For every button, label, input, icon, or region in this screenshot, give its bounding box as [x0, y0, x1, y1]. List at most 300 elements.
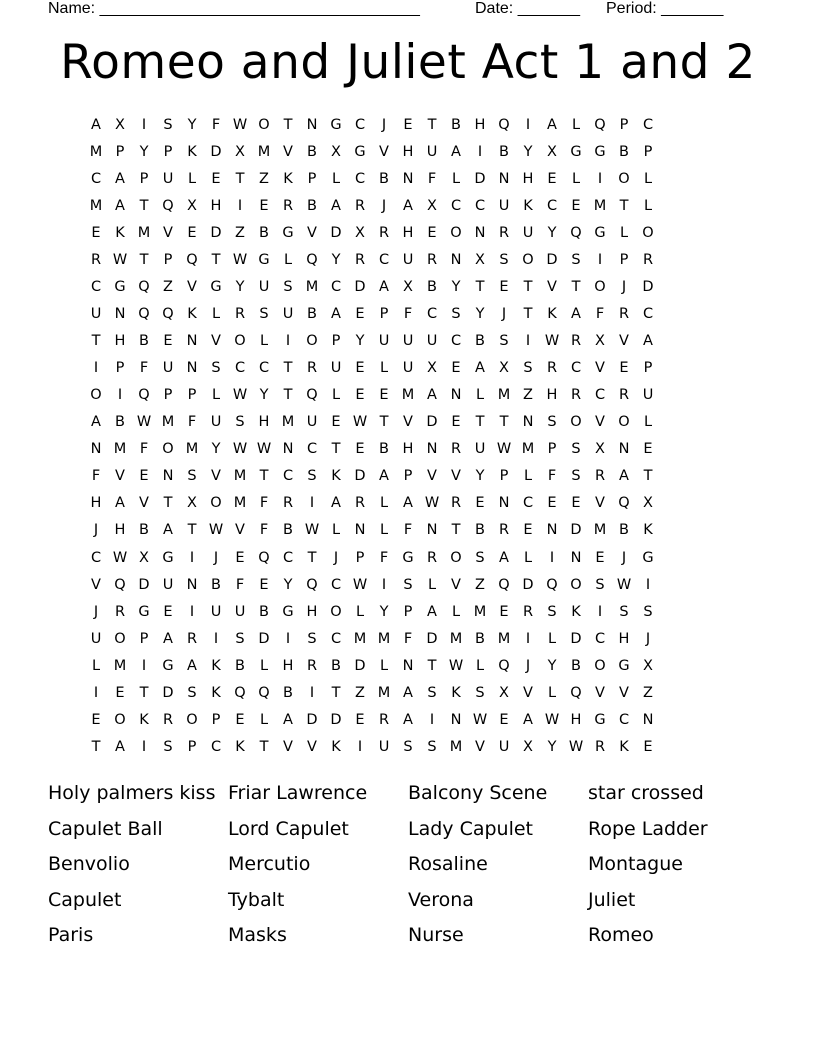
grid-letter: G: [354, 144, 366, 161]
grid-letter: R: [618, 387, 630, 404]
grid-letter: P: [499, 468, 509, 485]
grid-letter: B: [283, 522, 293, 539]
grid-row: [84, 734, 732, 761]
grid-letter: P: [379, 306, 389, 323]
grid-letter: W: [112, 252, 128, 269]
grid-letter: I: [141, 738, 147, 755]
date-field-label: Date: _______: [475, 0, 580, 17]
grid-letter: J: [381, 117, 387, 133]
grid-letter: E: [187, 225, 197, 242]
grid-letter: Y: [283, 576, 293, 593]
grid-letter: O: [90, 387, 102, 404]
grid-letter: H: [306, 603, 318, 620]
grid-letter: A: [547, 117, 557, 133]
grid-letter: W: [472, 711, 488, 728]
grid-letter: P: [643, 360, 653, 377]
grid-letter: R: [594, 468, 606, 485]
grid-letter: M: [233, 495, 247, 512]
grid-letter: V: [595, 684, 605, 701]
grid-letter: H: [282, 657, 294, 674]
grid-letter: E: [355, 360, 365, 377]
grid-letter: Z: [355, 684, 365, 701]
grid-letter: D: [522, 576, 534, 593]
grid-letter: L: [259, 333, 269, 350]
grid-letter: J: [621, 279, 627, 296]
grid-letter: P: [403, 603, 413, 620]
grid-letter: D: [210, 225, 222, 242]
grid-letter: Y: [475, 306, 485, 323]
grid-letter: U: [522, 225, 534, 242]
grid-letter: U: [330, 360, 342, 377]
grid-letter: Z: [523, 387, 533, 404]
grid-letter: D: [426, 630, 438, 647]
grid-letter: D: [306, 711, 318, 728]
grid-letter: Y: [187, 117, 197, 133]
grid-letter: W: [232, 441, 248, 458]
grid-letter: R: [282, 495, 294, 512]
grid-letter: F: [91, 468, 101, 485]
grid-letter: T: [259, 738, 269, 755]
grid-letter: A: [331, 495, 341, 512]
grid-letter: M: [377, 630, 391, 647]
grid-letter: S: [571, 468, 581, 485]
grid-letter: E: [91, 711, 101, 728]
grid-letter: M: [89, 198, 103, 215]
grid-letter: R: [282, 198, 294, 215]
grid-letter: N: [354, 522, 366, 539]
grid-row: [84, 220, 732, 247]
grid-letter: D: [330, 225, 342, 242]
grid-letter: P: [115, 360, 125, 377]
grid-letter: M: [161, 414, 175, 431]
grid-letter: C: [234, 360, 246, 377]
grid-letter: I: [357, 738, 363, 755]
grid-letter: U: [498, 198, 510, 215]
word-bank-item: Holy palmers kiss: [48, 782, 216, 804]
grid-letter: I: [189, 603, 195, 620]
grid-letter: K: [139, 711, 149, 728]
grid-letter: G: [594, 225, 606, 242]
grid-letter: M: [473, 603, 487, 620]
grid-letter: J: [645, 630, 651, 647]
grid-letter: T: [331, 684, 341, 701]
grid-letter: H: [522, 171, 534, 188]
grid-letter: K: [451, 684, 461, 701]
grid-letter: T: [475, 279, 485, 296]
grid-letter: M: [401, 387, 415, 404]
grid-letter: X: [115, 117, 125, 133]
grid-letter: B: [427, 279, 437, 296]
grid-letter: F: [403, 306, 413, 323]
grid-letter: E: [523, 522, 533, 539]
grid-letter: N: [498, 495, 510, 512]
grid-letter: R: [594, 738, 606, 755]
grid-letter: A: [115, 738, 125, 755]
grid-letter: L: [259, 711, 269, 728]
grid-row: [84, 463, 732, 490]
grid-letter: A: [115, 495, 125, 512]
grid-letter: F: [379, 549, 389, 566]
grid-letter: X: [499, 360, 509, 377]
grid-letter: E: [571, 495, 581, 512]
grid-letter: G: [138, 603, 150, 620]
grid-letter: W: [232, 252, 248, 269]
grid-letter: C: [618, 711, 630, 728]
grid-letter: T: [187, 522, 197, 539]
grid-letter: O: [618, 414, 630, 431]
word-bank-item: Friar Lawrence: [228, 782, 368, 804]
grid-letter: T: [331, 441, 341, 458]
grid-letter: C: [546, 198, 558, 215]
grid-letter: O: [330, 603, 342, 620]
grid-letter: E: [451, 414, 461, 431]
grid-letter: A: [331, 198, 341, 215]
grid-letter: M: [305, 279, 319, 296]
grid-letter: P: [355, 549, 365, 566]
grid-letter: D: [210, 144, 222, 161]
grid-letter: Y: [547, 738, 557, 755]
grid-letter: N: [402, 657, 414, 674]
grid-row: [84, 626, 732, 653]
grid-letter: R: [354, 495, 366, 512]
grid-letter: U: [402, 360, 414, 377]
grid-letter: Q: [138, 279, 150, 296]
grid-letter: K: [283, 171, 293, 188]
grid-letter: K: [211, 684, 221, 701]
grid-letter: O: [306, 333, 318, 350]
grid-letter: O: [450, 549, 462, 566]
grid-letter: Q: [498, 117, 510, 133]
grid-row: [84, 274, 732, 301]
grid-letter: E: [115, 684, 125, 701]
grid-letter: M: [281, 414, 295, 431]
grid-letter: P: [619, 252, 629, 269]
word-bank-item: star crossed: [588, 782, 704, 804]
grid-letter: L: [619, 225, 629, 242]
grid-letter: R: [306, 657, 318, 674]
grid-letter: X: [547, 144, 557, 161]
grid-letter: U: [210, 603, 222, 620]
grid-letter: S: [523, 360, 533, 377]
word-bank-item: Nurse: [408, 924, 464, 946]
word-bank-item: Rope Ladder: [588, 817, 708, 840]
grid-letter: Q: [570, 684, 582, 701]
grid-letter: L: [643, 198, 653, 215]
grid-letter: S: [475, 549, 485, 566]
grid-letter: D: [162, 684, 174, 701]
grid-letter: U: [402, 252, 414, 269]
grid-letter: O: [570, 414, 582, 431]
grid-letter: O: [234, 333, 246, 350]
grid-letter: S: [307, 630, 317, 647]
grid-letter: H: [210, 198, 222, 215]
grid-letter: W: [568, 738, 584, 755]
grid-letter: F: [403, 630, 413, 647]
word-bank: [48, 776, 768, 954]
grid-letter: X: [643, 495, 653, 512]
grid-letter: V: [595, 360, 605, 377]
grid-letter: O: [258, 117, 270, 133]
grid-letter: R: [426, 252, 438, 269]
grid-letter: B: [283, 684, 293, 701]
grid-letter: H: [618, 630, 630, 647]
grid-letter: L: [451, 171, 461, 188]
grid-letter: K: [115, 225, 125, 242]
grid-letter: J: [213, 549, 219, 566]
grid-letter: B: [235, 657, 245, 674]
grid-letter: I: [597, 171, 603, 188]
grid-letter: B: [379, 441, 389, 458]
grid-letter: W: [352, 414, 368, 431]
grid-letter: T: [619, 198, 629, 215]
grid-letter: N: [450, 711, 462, 728]
grid-letter: S: [163, 117, 173, 133]
grid-letter: R: [426, 549, 438, 566]
grid-letter: Y: [379, 603, 389, 620]
grid-letter: T: [379, 414, 389, 431]
grid-letter: S: [499, 252, 509, 269]
grid-letter: L: [475, 387, 485, 404]
grid-letter: I: [189, 549, 195, 566]
grid-letter: X: [499, 684, 509, 701]
grid-letter: A: [331, 306, 341, 323]
grid-letter: U: [306, 414, 318, 431]
grid-letter: U: [258, 279, 270, 296]
grid-letter: M: [233, 468, 247, 485]
grid-letter: E: [355, 441, 365, 458]
grid-letter: R: [378, 711, 390, 728]
grid-row: [84, 382, 732, 409]
grid-letter: O: [186, 711, 198, 728]
grid-letter: I: [597, 603, 603, 620]
grid-letter: N: [522, 414, 534, 431]
grid-letter: C: [450, 198, 462, 215]
grid-letter: J: [93, 603, 99, 620]
grid-letter: I: [525, 630, 531, 647]
grid-letter: T: [283, 117, 293, 133]
word-bank-item: Balcony Scene: [408, 782, 548, 804]
grid-letter: U: [162, 576, 174, 593]
grid-letter: M: [377, 684, 391, 701]
grid-letter: N: [618, 441, 630, 458]
grid-letter: Z: [163, 279, 173, 296]
letter-grid: [84, 112, 732, 761]
grid-letter: M: [137, 225, 151, 242]
grid-letter: S: [595, 576, 605, 593]
student-info-header: [48, 0, 738, 20]
grid-letter: V: [283, 738, 293, 755]
word-bank-item: Capulet: [48, 888, 122, 911]
grid-letter: V: [307, 225, 317, 242]
grid-letter: E: [235, 549, 245, 566]
grid-letter: M: [353, 630, 367, 647]
grid-letter: Y: [547, 225, 557, 242]
grid-letter: L: [643, 171, 653, 188]
grid-letter: D: [354, 468, 366, 485]
grid-letter: Q: [138, 387, 150, 404]
grid-letter: Q: [162, 306, 174, 323]
grid-letter: K: [571, 603, 581, 620]
grid-letter: V: [139, 495, 149, 512]
grid-row: [84, 653, 732, 680]
grid-letter: D: [642, 279, 654, 296]
period-field-label: Period: _______: [606, 0, 724, 17]
grid-letter: P: [163, 252, 173, 269]
grid-letter: Q: [306, 387, 318, 404]
grid-letter: P: [307, 171, 317, 188]
grid-letter: D: [570, 630, 582, 647]
grid-letter: V: [451, 576, 461, 593]
grid-letter: O: [114, 711, 126, 728]
grid-letter: R: [234, 306, 246, 323]
grid-letter: V: [595, 495, 605, 512]
grid-letter: E: [451, 360, 461, 377]
grid-letter: L: [475, 657, 485, 674]
grid-letter: Y: [331, 252, 341, 269]
grid-letter: H: [402, 144, 414, 161]
grid-letter: L: [331, 171, 341, 188]
grid-letter: N: [450, 387, 462, 404]
grid-letter: Q: [138, 306, 150, 323]
grid-letter: M: [593, 522, 607, 539]
grid-letter: P: [331, 333, 341, 350]
grid-letter: F: [595, 306, 605, 323]
grid-letter: M: [497, 630, 511, 647]
grid-letter: L: [427, 576, 437, 593]
grid-letter: V: [211, 333, 221, 350]
grid-letter: N: [306, 117, 318, 133]
grid-letter: P: [115, 144, 125, 161]
grid-letter: E: [331, 414, 341, 431]
grid-letter: A: [619, 468, 629, 485]
grid-letter: Q: [306, 576, 318, 593]
grid-letter: K: [235, 738, 245, 755]
grid-letter: P: [187, 738, 197, 755]
grid-letter: L: [211, 306, 221, 323]
grid-letter: V: [619, 333, 629, 350]
grid-letter: Y: [211, 441, 221, 458]
grid-row: [84, 409, 732, 436]
grid-letter: G: [594, 144, 606, 161]
grid-letter: K: [211, 657, 221, 674]
grid-letter: E: [547, 495, 557, 512]
grid-letter: S: [427, 738, 437, 755]
grid-row: [84, 139, 732, 166]
grid-letter: E: [499, 603, 509, 620]
grid-letter: K: [331, 738, 341, 755]
grid-letter: N: [570, 549, 582, 566]
grid-letter: J: [501, 306, 507, 323]
grid-letter: N: [282, 441, 294, 458]
grid-letter: D: [354, 279, 366, 296]
grid-letter: V: [595, 414, 605, 431]
grid-letter: F: [211, 117, 221, 133]
grid-letter: M: [113, 657, 127, 674]
grid-letter: S: [499, 333, 509, 350]
grid-letter: H: [114, 522, 126, 539]
grid-letter: R: [306, 360, 318, 377]
grid-letter: S: [403, 738, 413, 755]
grid-letter: H: [114, 333, 126, 350]
grid-letter: W: [448, 657, 464, 674]
grid-letter: A: [91, 117, 101, 133]
grid-letter: Q: [570, 225, 582, 242]
grid-letter: I: [597, 252, 603, 269]
grid-letter: T: [91, 738, 101, 755]
grid-row: [84, 193, 732, 220]
grid-letter: I: [213, 630, 219, 647]
grid-letter: M: [521, 441, 535, 458]
grid-letter: A: [187, 657, 197, 674]
grid-letter: F: [403, 522, 413, 539]
grid-letter: G: [258, 252, 270, 269]
grid-letter: E: [235, 711, 245, 728]
grid-letter: U: [90, 306, 102, 323]
grid-letter: E: [379, 387, 389, 404]
grid-row: [84, 599, 732, 626]
grid-letter: K: [523, 198, 533, 215]
grid-letter: E: [475, 495, 485, 512]
grid-letter: W: [256, 441, 272, 458]
grid-letter: R: [90, 252, 102, 269]
name-field-label: Name: ____________________________________: [48, 0, 420, 17]
grid-letter: V: [475, 738, 485, 755]
grid-letter: W: [616, 576, 632, 593]
grid-letter: C: [282, 549, 294, 566]
grid-letter: K: [187, 306, 197, 323]
grid-letter: N: [426, 441, 438, 458]
grid-letter: Y: [547, 657, 557, 674]
grid-letter: Q: [618, 495, 630, 512]
grid-letter: R: [570, 333, 582, 350]
grid-letter: O: [594, 279, 606, 296]
grid-letter: R: [498, 522, 510, 539]
grid-letter: B: [475, 630, 485, 647]
grid-letter: W: [424, 495, 440, 512]
grid-letter: J: [333, 549, 339, 566]
grid-letter: G: [282, 603, 294, 620]
grid-letter: B: [619, 144, 629, 161]
grid-row: [84, 355, 732, 382]
grid-letter: V: [403, 414, 413, 431]
grid-letter: B: [307, 144, 317, 161]
grid-letter: D: [138, 576, 150, 593]
grid-letter: A: [427, 387, 437, 404]
grid-letter: Z: [259, 171, 269, 188]
grid-letter: A: [283, 711, 293, 728]
grid-letter: Q: [186, 252, 198, 269]
grid-letter: A: [403, 495, 413, 512]
grid-row: [84, 112, 732, 139]
grid-letter: U: [402, 333, 414, 350]
grid-letter: T: [163, 495, 173, 512]
grid-letter: C: [258, 360, 270, 377]
grid-row: [84, 490, 732, 517]
grid-letter: P: [163, 387, 173, 404]
grid-letter: A: [475, 360, 485, 377]
grid-letter: X: [427, 360, 437, 377]
grid-letter: L: [379, 360, 389, 377]
grid-letter: J: [93, 522, 99, 539]
grid-letter: U: [642, 387, 654, 404]
grid-letter: E: [595, 549, 605, 566]
grid-letter: A: [403, 198, 413, 215]
grid-letter: L: [643, 414, 653, 431]
grid-letter: B: [475, 522, 485, 539]
grid-letter: V: [523, 684, 533, 701]
grid-letter: H: [402, 441, 414, 458]
grid-letter: E: [259, 198, 269, 215]
